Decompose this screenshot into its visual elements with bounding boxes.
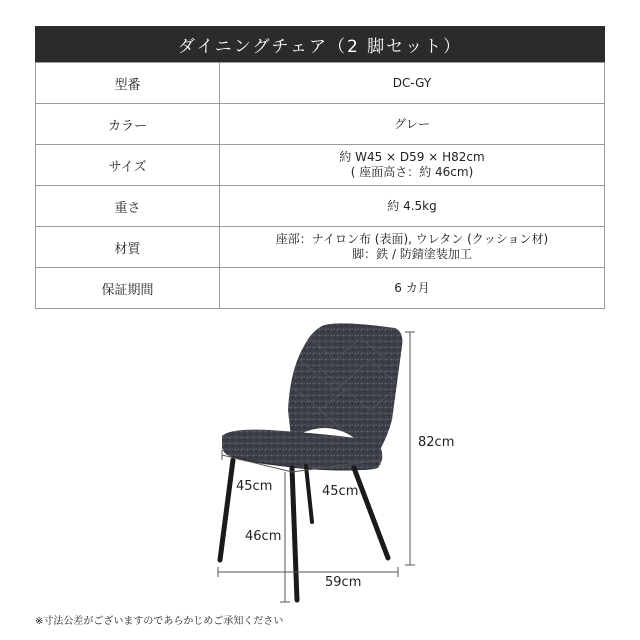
width-right-label: 45cm	[322, 484, 359, 499]
table-row	[36, 227, 605, 268]
page-title: ダイニングチェア（2 脚セット）	[35, 26, 605, 62]
spec-value: グレー	[220, 104, 605, 145]
width-left-label: 45cm	[236, 479, 273, 494]
spec-value: 6 カ月	[220, 268, 605, 309]
spec-label: カラー	[36, 104, 220, 145]
table-row	[36, 63, 605, 104]
spec-value: 約 4.5kg	[220, 186, 605, 227]
spec-label: 材質	[36, 227, 220, 268]
table-row	[36, 186, 605, 227]
spec-label: 型番	[36, 63, 220, 104]
table-row	[36, 145, 605, 186]
spec-value: 約 W45 × D59 × H82cm ( 座面高さ：約 46cm)	[220, 145, 605, 186]
depth-label: 59cm	[325, 575, 362, 590]
tolerance-note: ※寸法公差がございますのであらかじめご承知ください	[35, 616, 284, 627]
table-row	[36, 104, 605, 145]
seat-height-label: 46cm	[245, 529, 282, 544]
spec-value: DC-GY	[220, 63, 605, 104]
spec-value: 座部：ナイロン布 (表面), ウレタン (クッション材) 脚：鉄 / 防錆塗装加工	[220, 227, 605, 268]
spec-label: サイズ	[36, 145, 220, 186]
table-row	[36, 268, 605, 309]
spec-label: 重さ	[36, 186, 220, 227]
height-label: 82cm	[418, 435, 455, 450]
spec-label: 保証期間	[36, 268, 220, 309]
spec-table	[35, 62, 605, 309]
chair-figure	[0, 310, 640, 610]
